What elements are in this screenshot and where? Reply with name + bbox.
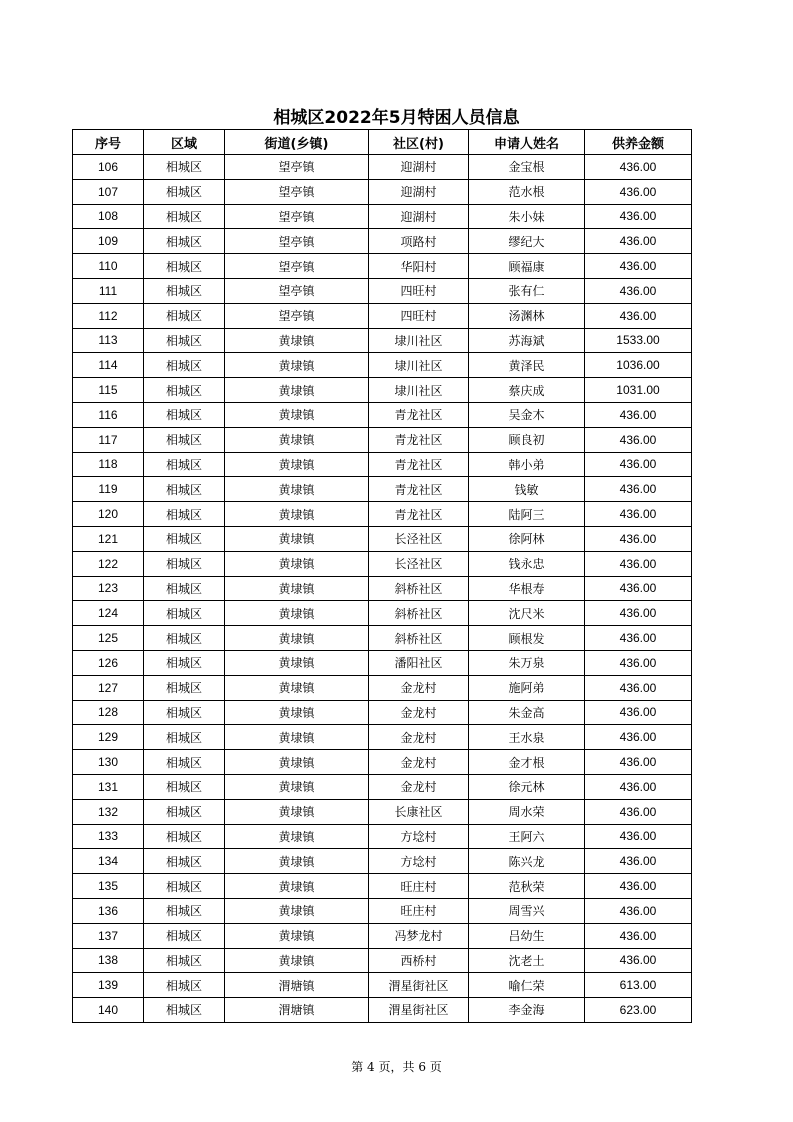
header-cell-street: 街道(乡镇) [225, 130, 369, 155]
community-cell: 长泾社区 [369, 551, 469, 576]
community-cell: 埭川社区 [369, 328, 469, 353]
street-cell: 黄埭镇 [225, 626, 369, 651]
applicant-cell: 喻仁荣 [469, 973, 585, 998]
seq-cell: 110 [73, 254, 144, 279]
applicant-cell: 徐元林 [469, 774, 585, 799]
header-cell-amount: 供养金额 [585, 130, 692, 155]
amount-cell: 1533.00 [585, 328, 692, 353]
amount-cell: 436.00 [585, 427, 692, 452]
table-row [73, 998, 692, 1023]
region-cell: 相城区 [144, 700, 225, 725]
applicant-cell: 钱敏 [469, 477, 585, 502]
community-cell: 青龙社区 [369, 502, 469, 527]
header-cell-seq: 序号 [73, 130, 144, 155]
header-cell-region: 区域 [144, 130, 225, 155]
region-cell: 相城区 [144, 725, 225, 750]
street-cell: 黄埭镇 [225, 526, 369, 551]
region-cell: 相城区 [144, 750, 225, 775]
applicant-cell: 顾根发 [469, 626, 585, 651]
header-row [73, 130, 692, 155]
community-cell: 青龙社区 [369, 477, 469, 502]
community-cell: 方埝村 [369, 849, 469, 874]
region-cell: 相城区 [144, 898, 225, 923]
table-row [73, 378, 692, 403]
street-cell: 黄埭镇 [225, 477, 369, 502]
region-cell: 相城区 [144, 576, 225, 601]
applicant-cell: 缪纪大 [469, 229, 585, 254]
region-cell: 相城区 [144, 303, 225, 328]
region-cell: 相城区 [144, 353, 225, 378]
table-row [73, 898, 692, 923]
region-cell: 相城区 [144, 774, 225, 799]
applicant-cell: 沈老土 [469, 948, 585, 973]
table-row [73, 402, 692, 427]
applicant-cell: 王水泉 [469, 725, 585, 750]
table-row [73, 155, 692, 180]
region-cell: 相城区 [144, 874, 225, 899]
street-cell: 黄埭镇 [225, 502, 369, 527]
community-cell: 项路村 [369, 229, 469, 254]
applicant-cell: 顾福康 [469, 254, 585, 279]
community-cell: 冯梦龙村 [369, 923, 469, 948]
seq-cell: 118 [73, 452, 144, 477]
amount-cell: 436.00 [585, 923, 692, 948]
community-cell: 斜桥社区 [369, 626, 469, 651]
header-cell-community: 社区(村) [369, 130, 469, 155]
street-cell: 黄埭镇 [225, 700, 369, 725]
street-cell: 渭塘镇 [225, 998, 369, 1023]
seq-cell: 137 [73, 923, 144, 948]
community-cell: 潘阳社区 [369, 650, 469, 675]
street-cell: 望亭镇 [225, 204, 369, 229]
table-row [73, 502, 692, 527]
amount-cell: 436.00 [585, 601, 692, 626]
amount-cell: 436.00 [585, 204, 692, 229]
region-cell: 相城区 [144, 477, 225, 502]
community-cell: 青龙社区 [369, 452, 469, 477]
table-row [73, 799, 692, 824]
region-cell: 相城区 [144, 650, 225, 675]
street-cell: 望亭镇 [225, 155, 369, 180]
seq-cell: 117 [73, 427, 144, 452]
street-cell: 黄埭镇 [225, 774, 369, 799]
community-cell: 金龙村 [369, 675, 469, 700]
amount-cell: 1031.00 [585, 378, 692, 403]
applicant-cell: 周水荣 [469, 799, 585, 824]
table-row [73, 254, 692, 279]
community-cell: 长泾社区 [369, 526, 469, 551]
applicant-cell: 陆阿三 [469, 502, 585, 527]
table-row [73, 353, 692, 378]
street-cell: 黄埭镇 [225, 328, 369, 353]
street-cell: 黄埭镇 [225, 824, 369, 849]
street-cell: 望亭镇 [225, 179, 369, 204]
community-cell: 四旺村 [369, 278, 469, 303]
applicant-cell: 吕幼生 [469, 923, 585, 948]
region-cell: 相城区 [144, 155, 225, 180]
table-row [73, 328, 692, 353]
region-cell: 相城区 [144, 675, 225, 700]
street-cell: 黄埭镇 [225, 750, 369, 775]
seq-cell: 128 [73, 700, 144, 725]
seq-cell: 126 [73, 650, 144, 675]
amount-cell: 436.00 [585, 700, 692, 725]
seq-cell: 125 [73, 626, 144, 651]
applicant-cell: 汤渊林 [469, 303, 585, 328]
street-cell: 黄埭镇 [225, 948, 369, 973]
amount-cell: 436.00 [585, 948, 692, 973]
street-cell: 望亭镇 [225, 303, 369, 328]
table-row [73, 948, 692, 973]
region-cell: 相城区 [144, 278, 225, 303]
community-cell: 旺庄村 [369, 874, 469, 899]
amount-cell: 436.00 [585, 526, 692, 551]
table-body [73, 155, 692, 1023]
seq-cell: 107 [73, 179, 144, 204]
seq-cell: 112 [73, 303, 144, 328]
applicant-cell: 周雪兴 [469, 898, 585, 923]
region-cell: 相城区 [144, 824, 225, 849]
amount-cell: 613.00 [585, 973, 692, 998]
community-cell: 渭星街社区 [369, 973, 469, 998]
seq-cell: 123 [73, 576, 144, 601]
amount-cell: 436.00 [585, 551, 692, 576]
region-cell: 相城区 [144, 179, 225, 204]
region-cell: 相城区 [144, 229, 225, 254]
seq-cell: 138 [73, 948, 144, 973]
community-cell: 旺庄村 [369, 898, 469, 923]
seq-cell: 116 [73, 402, 144, 427]
community-cell: 金龙村 [369, 725, 469, 750]
street-cell: 黄埭镇 [225, 576, 369, 601]
region-cell: 相城区 [144, 849, 225, 874]
amount-cell: 436.00 [585, 799, 692, 824]
region-cell: 相城区 [144, 378, 225, 403]
community-cell: 金龙村 [369, 750, 469, 775]
applicant-cell: 施阿弟 [469, 675, 585, 700]
seq-cell: 129 [73, 725, 144, 750]
table-row [73, 675, 692, 700]
table-row [73, 700, 692, 725]
region-cell: 相城区 [144, 526, 225, 551]
table-row [73, 626, 692, 651]
applicant-cell: 范秋荣 [469, 874, 585, 899]
seq-cell: 136 [73, 898, 144, 923]
seq-cell: 139 [73, 973, 144, 998]
amount-cell: 436.00 [585, 179, 692, 204]
street-cell: 黄埭镇 [225, 551, 369, 576]
amount-cell: 436.00 [585, 725, 692, 750]
street-cell: 黄埭镇 [225, 402, 369, 427]
seq-cell: 122 [73, 551, 144, 576]
applicant-cell: 黄泽民 [469, 353, 585, 378]
amount-cell: 436.00 [585, 155, 692, 180]
region-cell: 相城区 [144, 427, 225, 452]
community-cell: 四旺村 [369, 303, 469, 328]
seq-cell: 109 [73, 229, 144, 254]
street-cell: 望亭镇 [225, 278, 369, 303]
seq-cell: 124 [73, 601, 144, 626]
amount-cell: 436.00 [585, 898, 692, 923]
applicant-cell: 金宝根 [469, 155, 585, 180]
community-cell: 金龙村 [369, 774, 469, 799]
table-row [73, 526, 692, 551]
seq-cell: 127 [73, 675, 144, 700]
community-cell: 渭星街社区 [369, 998, 469, 1023]
seq-cell: 119 [73, 477, 144, 502]
street-cell: 黄埭镇 [225, 601, 369, 626]
seq-cell: 132 [73, 799, 144, 824]
table-row [73, 824, 692, 849]
street-cell: 黄埭镇 [225, 923, 369, 948]
table-row [73, 601, 692, 626]
table-row [73, 204, 692, 229]
amount-cell: 436.00 [585, 452, 692, 477]
amount-cell: 436.00 [585, 750, 692, 775]
community-cell: 斜桥社区 [369, 576, 469, 601]
community-cell: 迎湖村 [369, 204, 469, 229]
table-row [73, 874, 692, 899]
seq-cell: 106 [73, 155, 144, 180]
amount-cell: 436.00 [585, 477, 692, 502]
applicant-cell: 王阿六 [469, 824, 585, 849]
amount-cell: 436.00 [585, 402, 692, 427]
amount-cell: 436.00 [585, 824, 692, 849]
table-row [73, 229, 692, 254]
header-cell-applicant: 申请人姓名 [469, 130, 585, 155]
amount-cell: 436.00 [585, 874, 692, 899]
street-cell: 黄埭镇 [225, 849, 369, 874]
table-row [73, 278, 692, 303]
region-cell: 相城区 [144, 948, 225, 973]
region-cell: 相城区 [144, 998, 225, 1023]
street-cell: 黄埭镇 [225, 725, 369, 750]
street-cell: 黄埭镇 [225, 452, 369, 477]
table-row [73, 650, 692, 675]
applicant-cell: 李金海 [469, 998, 585, 1023]
seq-cell: 131 [73, 774, 144, 799]
seq-cell: 115 [73, 378, 144, 403]
applicant-cell: 徐阿林 [469, 526, 585, 551]
data-table [72, 129, 692, 1023]
region-cell: 相城区 [144, 601, 225, 626]
amount-cell: 436.00 [585, 254, 692, 279]
community-cell: 青龙社区 [369, 402, 469, 427]
amount-cell: 436.00 [585, 650, 692, 675]
street-cell: 黄埭镇 [225, 353, 369, 378]
street-cell: 黄埭镇 [225, 650, 369, 675]
region-cell: 相城区 [144, 799, 225, 824]
table-row [73, 750, 692, 775]
community-cell: 青龙社区 [369, 427, 469, 452]
street-cell: 渭塘镇 [225, 973, 369, 998]
table-row [73, 551, 692, 576]
region-cell: 相城区 [144, 328, 225, 353]
seq-cell: 121 [73, 526, 144, 551]
table-row [73, 576, 692, 601]
table-row [73, 303, 692, 328]
table-row [73, 427, 692, 452]
applicant-cell: 苏海斌 [469, 328, 585, 353]
table-row [73, 452, 692, 477]
table-row [73, 725, 692, 750]
amount-cell: 436.00 [585, 849, 692, 874]
amount-cell: 436.00 [585, 303, 692, 328]
community-cell: 迎湖村 [369, 179, 469, 204]
applicant-cell: 金才根 [469, 750, 585, 775]
community-cell: 华阳村 [369, 254, 469, 279]
table-row [73, 849, 692, 874]
seq-cell: 111 [73, 278, 144, 303]
applicant-cell: 张有仁 [469, 278, 585, 303]
table-row [73, 477, 692, 502]
community-cell: 长康社区 [369, 799, 469, 824]
street-cell: 黄埭镇 [225, 427, 369, 452]
community-cell: 埭川社区 [369, 353, 469, 378]
table-row [73, 774, 692, 799]
region-cell: 相城区 [144, 254, 225, 279]
seq-cell: 113 [73, 328, 144, 353]
amount-cell: 436.00 [585, 502, 692, 527]
amount-cell: 436.00 [585, 278, 692, 303]
seq-cell: 134 [73, 849, 144, 874]
applicant-cell: 朱小妹 [469, 204, 585, 229]
street-cell: 黄埭镇 [225, 675, 369, 700]
street-cell: 黄埭镇 [225, 799, 369, 824]
community-cell: 西桥村 [369, 948, 469, 973]
seq-cell: 133 [73, 824, 144, 849]
amount-cell: 623.00 [585, 998, 692, 1023]
community-cell: 方埝村 [369, 824, 469, 849]
applicant-cell: 顾良初 [469, 427, 585, 452]
amount-cell: 436.00 [585, 626, 692, 651]
seq-cell: 108 [73, 204, 144, 229]
street-cell: 黄埭镇 [225, 898, 369, 923]
table-row [73, 179, 692, 204]
community-cell: 斜桥社区 [369, 601, 469, 626]
street-cell: 望亭镇 [225, 254, 369, 279]
applicant-cell: 范水根 [469, 179, 585, 204]
seq-cell: 135 [73, 874, 144, 899]
applicant-cell: 陈兴龙 [469, 849, 585, 874]
seq-cell: 114 [73, 353, 144, 378]
applicant-cell: 蔡庆成 [469, 378, 585, 403]
applicant-cell: 韩小弟 [469, 452, 585, 477]
region-cell: 相城区 [144, 502, 225, 527]
amount-cell: 436.00 [585, 229, 692, 254]
region-cell: 相城区 [144, 923, 225, 948]
applicant-cell: 朱金高 [469, 700, 585, 725]
amount-cell: 436.00 [585, 675, 692, 700]
seq-cell: 120 [73, 502, 144, 527]
applicant-cell: 华根寿 [469, 576, 585, 601]
street-cell: 望亭镇 [225, 229, 369, 254]
seq-cell: 140 [73, 998, 144, 1023]
amount-cell: 1036.00 [585, 353, 692, 378]
applicant-cell: 朱万泉 [469, 650, 585, 675]
document-title: 相城区2022年5月特困人员信息 [273, 108, 520, 128]
region-cell: 相城区 [144, 626, 225, 651]
table-row [73, 973, 692, 998]
page-footer: 第 4 页，共 6 页 [351, 1060, 442, 1074]
applicant-cell: 沈尺米 [469, 601, 585, 626]
table-row [73, 923, 692, 948]
applicant-cell: 吴金木 [469, 402, 585, 427]
applicant-cell: 钱永忠 [469, 551, 585, 576]
region-cell: 相城区 [144, 452, 225, 477]
community-cell: 迎湖村 [369, 155, 469, 180]
amount-cell: 436.00 [585, 774, 692, 799]
region-cell: 相城区 [144, 402, 225, 427]
community-cell: 金龙村 [369, 700, 469, 725]
community-cell: 埭川社区 [369, 378, 469, 403]
region-cell: 相城区 [144, 551, 225, 576]
street-cell: 黄埭镇 [225, 378, 369, 403]
region-cell: 相城区 [144, 204, 225, 229]
street-cell: 黄埭镇 [225, 874, 369, 899]
amount-cell: 436.00 [585, 576, 692, 601]
region-cell: 相城区 [144, 973, 225, 998]
seq-cell: 130 [73, 750, 144, 775]
